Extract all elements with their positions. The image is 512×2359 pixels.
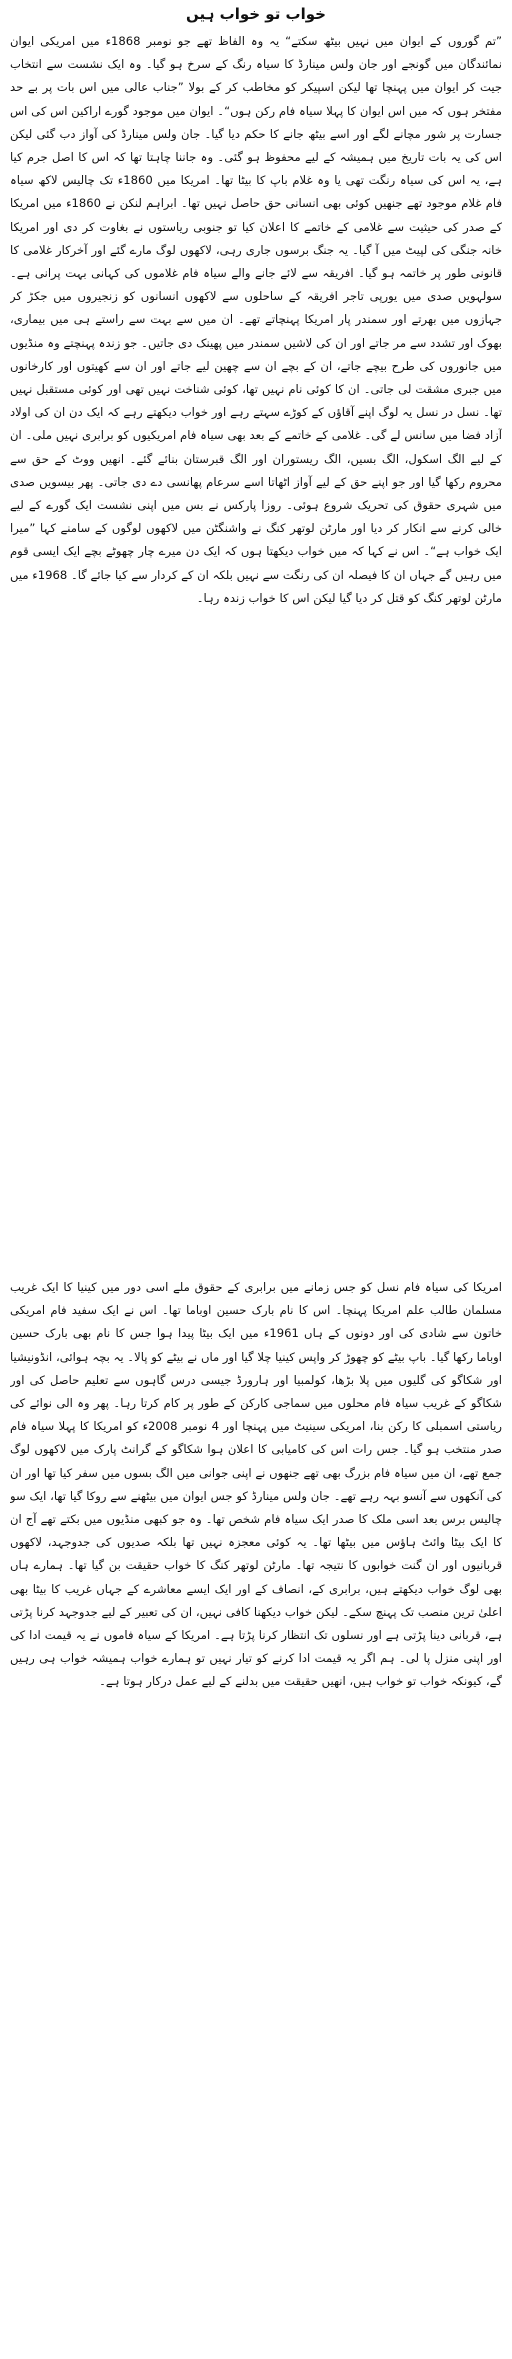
- article-paragraph-1: ”تم گوروں کے ایوان میں نہیں بیٹھ سکتے“ یہ وہ الفاظ تھے جو نومبر 1868ء میں امریکی ایوان نمائندگان میں گونجے اور جان ولس مینارڈ کا سیاہ رنگ کے سرخ ہو گیا۔ وہ ایک نشست سے انتخاب جیت کر ایوان میں پہنچا تھا لیکن اسپیکر کو مخاطب کر کے بولا ”جناب عالی میں اس بات پر بے حد مفتخر ہوں کہ میں اس ایوان کا پہلا سیاہ فام رکن ہوں“۔ ایوان میں موجود گورے اراکین اس کی اس جسارت پر شور مچانے لگے اور اسے بیٹھ جانے کا حکم دیا گیا۔ جان ولس مینارڈ کی آواز دب گئی لیکن اس کی یہ بات تاریخ میں ہمیشہ کے لیے محفوظ ہو گئی۔ وہ جاننا چاہتا تھا کہ اس کا اصل جرم کیا ہے، یہ اس کی سیاہ رنگت تھی یا وہ غلام باپ کا بیٹا تھا۔ امریکا میں 1860ء تک چالیس لاکھ سیاہ فام غلام موجود تھے جنھیں کوئی بھی انسانی حق حاصل نہیں تھا۔ ابراہم لنکن نے 1860ء میں امریکا کے صدر کی حیثیت سے غلامی کے خاتمے کا اعلان کیا تو جنوبی ریاستوں نے بغاوت کر دی اور امریکا خانہ جنگی کی لپیٹ میں آ گیا۔ یہ جنگ برسوں جاری رہی، لاکھوں لوگ مارے گئے اور آخرکار غلامی کا قانونی طور پر خاتمہ ہو گیا۔ افریقہ سے لائے جانے والے سیاہ فام غلاموں کی کہانی بہت پرانی ہے۔ سولہویں صدی میں یورپی تاجر افریقہ کے ساحلوں سے لاکھوں انسانوں کو زنجیروں میں جکڑ کر جہازوں میں بھرتے اور سمندر پار امریکا پہنچاتے تھے۔ ان میں سے بہت سے راستے ہی میں بیماری، بھوک اور تشدد سے مر جاتے اور ان کی لاشیں سمندر میں پھینک دی جاتیں۔ جو زندہ پہنچتے وہ منڈیوں میں جانوروں کی طرح بیچے جاتے، ان کے بچے ان سے چھین لیے جاتے اور ان سے کھیتوں اور کارخانوں میں جبری مشقت لی جاتی۔ ان کا کوئی نام نہیں تھا، کوئی شناخت نہیں تھی اور کوئی مستقبل نہیں تھا۔ نسل در نسل یہ لوگ اپنے آقاؤں کے کوڑے سہتے رہے اور خواب دیکھتے رہے کہ ایک دن ان کی اولاد آزاد فضا میں سانس لے گی۔ غلامی کے خاتمے کے بعد بھی سیاہ فام امریکیوں کو برابری نہیں ملی۔ ان کے لیے الگ اسکول، الگ بسیں، الگ ریستوران اور الگ قبرستان بنائے گئے۔ انھیں ووٹ کے حق سے محروم رکھا گیا اور جو اپنے حق کے لیے آواز اٹھاتا اسے سرعام پھانسی دے دی جاتی۔ پھر بیسویں صدی میں شہری حقوق کی تحریک شروع ہوئی۔ روزا پارکس نے بس میں اپنی نشست ایک گورے کے لیے خالی کرنے سے انکار کر دیا اور مارٹن لوتھر کنگ نے واشنگٹن میں لاکھوں لوگوں کے سامنے کہا ”میرا ایک خواب ہے“۔ اس نے کہا کہ میں خواب دیکھتا ہوں کہ ایک دن میرے چار چھوٹے بچے ایک ایسی قوم میں رہیں گے جہاں ان کا فیصلہ ان کی رنگت سے نہیں بلکہ ان کے کردار سے کیا جائے گا۔ 1968ء میں مارٹن لوتھر کنگ کو قتل کر دیا گیا لیکن اس کا خواب زندہ رہا۔: [10, 34, 502, 605]
- article-headline: خواب تو خواب ہیں: [186, 5, 326, 23]
- article-paragraph-2: امریکا کی سیاہ فام نسل کو جس زمانے میں برابری کے حقوق ملے اسی دور میں کینیا کا ایک غریب مسلمان طالب علم امریکا پہنچا۔ اس کا نام بارک حسین اوباما تھا۔ اس نے ایک سفید فام امریکی خاتون سے شادی کی اور دونوں کے ہاں 1961ء میں ایک بیٹا پیدا ہوا جس کا نام بھی بارک حسین اوباما رکھا گیا۔ باپ بیٹے کو چھوڑ کر واپس کینیا چلا گیا اور ماں نے بیٹے کو پالا۔ یہ بچہ ہوائی، انڈونیشیا اور شکاگو کی گلیوں میں پلا بڑھا، کولمبیا اور ہارورڈ جیسی درس گاہوں سے تعلیم حاصل کی اور شکاگو کے غریب سیاہ فام محلوں میں سماجی کارکن کے طور پر کام کرتا رہا۔ پھر وہ الی نوائے کی ریاستی اسمبلی کا رکن بنا، امریکی سینیٹ میں پہنچا اور 4 نومبر 2008ء کو امریکا کا پہلا سیاہ فام صدر منتخب ہو گیا۔ جس رات اس کی کامیابی کا اعلان ہوا شکاگو کے گرانٹ پارک میں لاکھوں لوگ جمع تھے، ان میں سیاہ فام بزرگ بھی تھے جنھوں نے اپنی جوانی میں الگ بسوں میں سفر کیا تھا اور ان کی آنکھوں سے آنسو بہہ رہے تھے۔ جان ولس مینارڈ کو جس ایوان میں بیٹھنے سے روکا گیا تھا، ایک سو چالیس برس بعد اسی ملک کا صدر ایک سیاہ فام شخص تھا۔ وہ جو کبھی منڈیوں میں بکتے تھے آج ان کا ایک بیٹا وائٹ ہاؤس میں بیٹھا تھا۔ یہ کوئی معجزہ نہیں تھا بلکہ صدیوں کی جدوجہد، لاکھوں قربانیوں اور ان گنت خوابوں کا نتیجہ تھا۔ مارٹن لوتھر کنگ کا خواب حقیقت بن گیا تھا۔ ہمارے ہاں بھی لوگ خواب دیکھتے ہیں، برابری کے، انصاف کے اور ایک ایسے معاشرے کے جہاں غریب کا بیٹا بھی اعلیٰ ترین منصب تک پہنچ سکے۔ لیکن خواب دیکھنا کافی نہیں، ان کی تعبیر کے لیے جدوجہد کرنا پڑتی ہے، قربانی دینا پڑتی ہے اور نسلوں تک انتظار کرنا پڑتا ہے۔ امریکا کے سیاہ فاموں نے یہ قیمت ادا کی اور اپنی منزل پا لی۔ ہم اگر یہ قیمت ادا کرنے کو تیار نہیں تو ہمارے خواب ہمیشہ خواب ہی رہیں گے، کیونکہ خواب تو خواب ہیں، انھیں حقیقت میں بدلنے کے لیے عمل درکار ہوتا ہے۔: [10, 1280, 502, 1689]
